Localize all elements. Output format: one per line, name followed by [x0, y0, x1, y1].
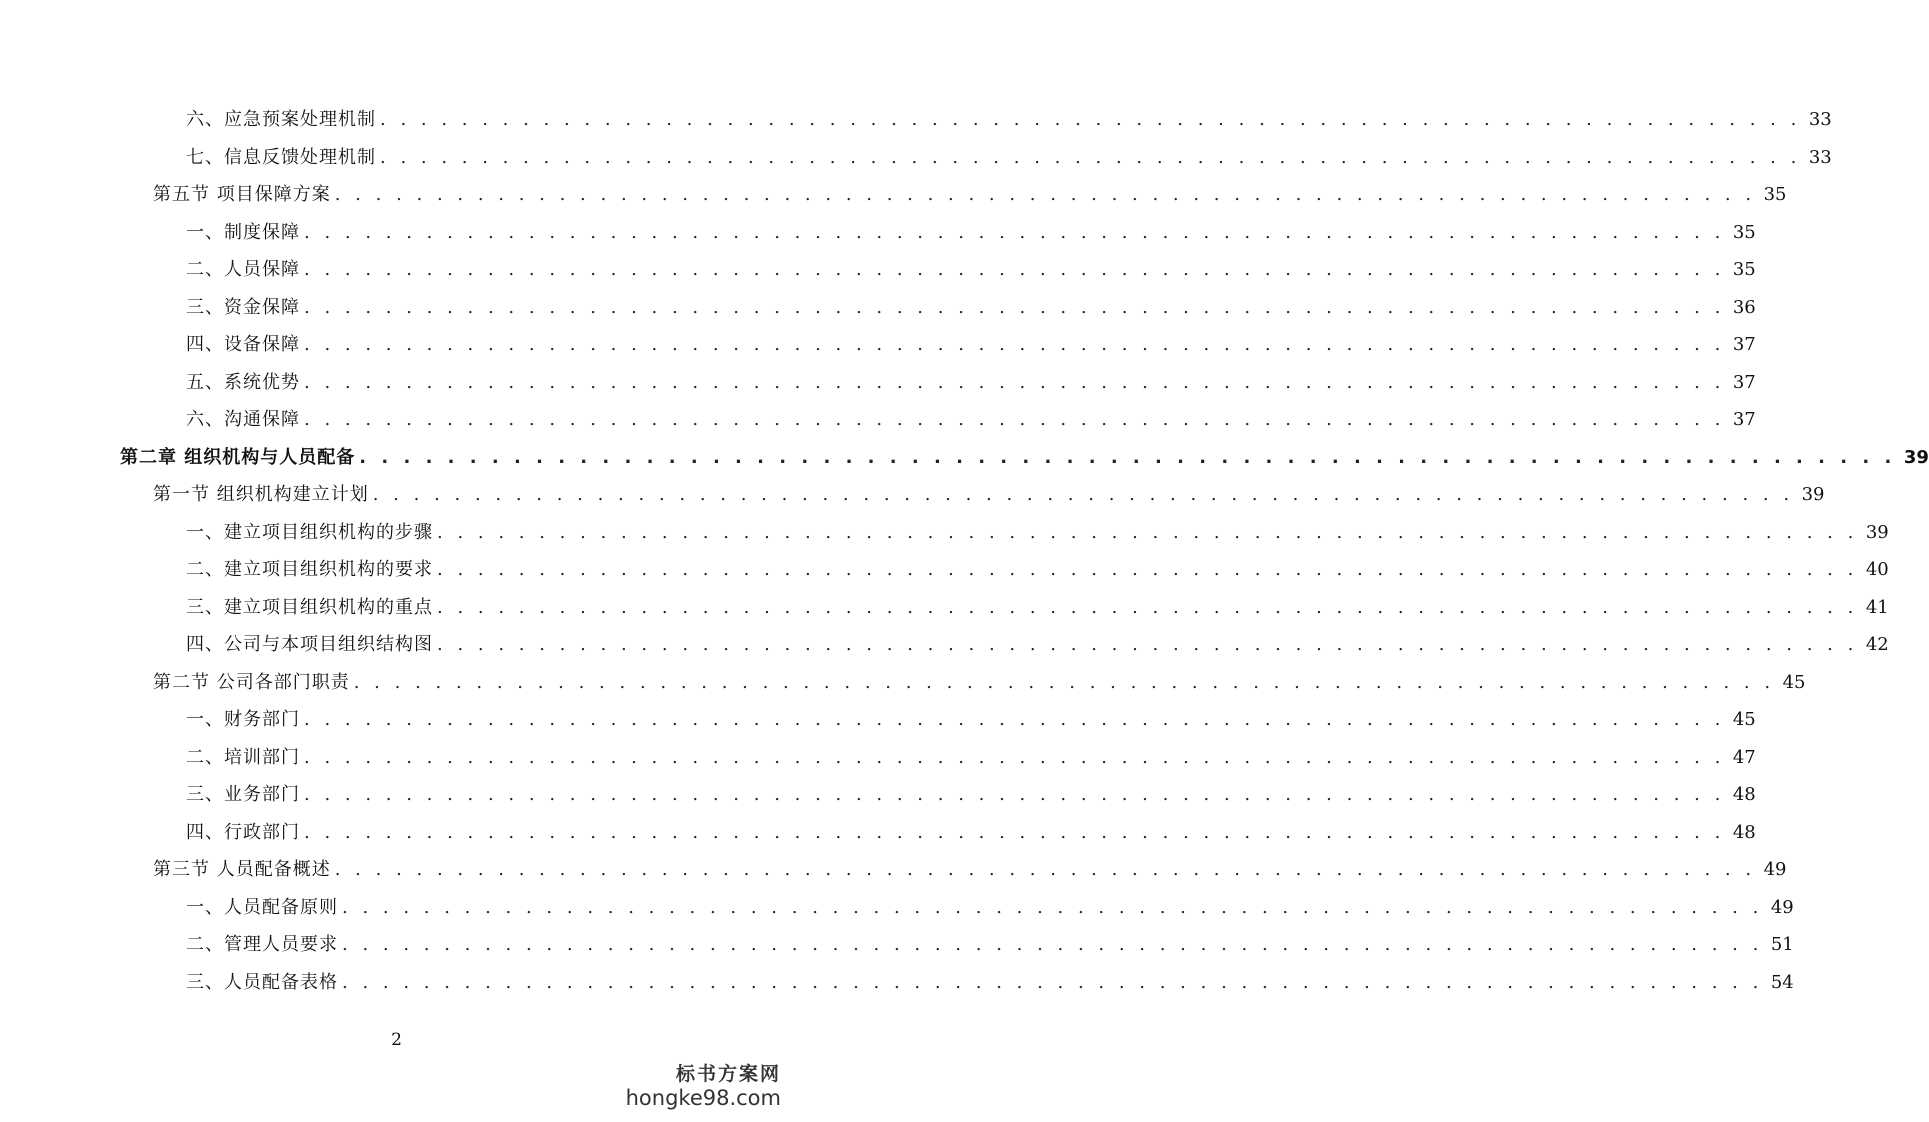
toc-entry-page: 35: [1763, 184, 1787, 205]
toc-entry-label: 六、沟通保障: [186, 409, 300, 430]
toc-entry-page: 48: [1732, 784, 1756, 805]
toc-entry: [120, 443, 1929, 473]
toc-entry-page: 40: [1865, 559, 1889, 580]
dot-leader: . . . . . . . . . . . . . . . . . . . . . . . . . . . . . . . . . . . . . . . . . . . . . . . . . . . . . . . . . . . . . . . . . . . . . .: [437, 521, 1858, 543]
dot-leader: . . . . . . . . . . . . . . . . . . . . . . . . . . . . . . . . . . . . . . . . . . . . . . . . . . . . . . . . . . . . . . . . . . . . . .: [342, 934, 1763, 955]
toc-entry-label: 第二章 组织机构与人员配备: [120, 446, 356, 468]
toc-entry-page: 37: [1732, 334, 1756, 355]
toc-entry-page: 41: [1865, 596, 1889, 618]
toc-entry-label: 一、财务部门: [186, 709, 300, 730]
toc-entry-page: 37: [1732, 371, 1756, 393]
toc-entry-page: 36: [1732, 296, 1756, 318]
dot-leader: . . . . . . . . . . . . . . . . . . . . . . . . . . . . . . . . . . . . . . . . . . . . . . . . . . . . . . . . . . . . . . . . . . . . . .: [304, 296, 1725, 318]
toc-entry-page: 51: [1770, 934, 1794, 955]
dot-leader: . . . . . . . . . . . . . . . . . . . . . . . . . . . . . . . . . . . . . . . . . . . . . . . . . . . . . . . . . . . . . . . . . . . . . .: [437, 634, 1858, 655]
toc-entry: [186, 593, 1889, 623]
dot-leader: . . . . . . . . . . . . . . . . . . . . . . . . . . . . . . . . . . . . . . . . . . . . . . . . . . . . . . . . . . . . . . . . . . . . . .: [437, 559, 1858, 580]
toc-entry-page: 49: [1763, 859, 1787, 880]
toc-entry-page: 54: [1770, 971, 1794, 993]
toc-entry-page: 48: [1732, 821, 1756, 843]
dot-leader: . . . . . . . . . . . . . . . . . . . . . . . . . . . . . . . . . . . . . . . . . . . . . . . . . . . . . . . . . . . . . . . . . . . . . .: [380, 146, 1801, 168]
toc-entry: [186, 293, 1756, 323]
dot-leader: . . . . . . . . . . . . . . . . . . . . . . . . . . . . . . . . . . . . . . . . . . . . . . . . . . . . . . . . . . . . . . . . . . . . . .: [359, 446, 1896, 468]
toc-entry-label: 三、人员配备表格: [186, 971, 338, 993]
toc-entry: [186, 143, 1832, 173]
watermark-name: 标书方案网: [675, 1063, 781, 1085]
toc-entry: [186, 705, 1756, 735]
toc-entry-page: 35: [1732, 221, 1756, 243]
toc-entry: [153, 480, 1825, 510]
toc-entry: [186, 893, 1794, 923]
toc-entry-page: 47: [1732, 746, 1756, 768]
dot-leader: . . . . . . . . . . . . . . . . . . . . . . . . . . . . . . . . . . . . . . . . . . . . . . . . . . . . . . . . . . . . . . . . . . . . . .: [372, 484, 1794, 505]
toc-entry-label: 四、设备保障: [186, 334, 300, 355]
toc-entry-page: 37: [1732, 409, 1756, 430]
toc-entry-label: 二、人员保障: [186, 259, 300, 280]
toc-entry: [153, 668, 1806, 698]
toc-entry-page: 39: [1865, 521, 1889, 543]
toc-entry: [186, 780, 1756, 810]
toc-entry-label: 第五节 项目保障方案: [153, 184, 331, 205]
toc-entry: [186, 818, 1756, 848]
toc-entry: [153, 855, 1787, 885]
toc-entry: [186, 330, 1756, 360]
toc-entry: [186, 555, 1889, 585]
toc-entry: [153, 180, 1787, 210]
toc-entry-page: 49: [1770, 896, 1794, 918]
toc-entry-label: 五、系统优势: [186, 371, 300, 393]
toc-entry-label: 七、信息反馈处理机制: [186, 146, 376, 168]
toc-entry-label: 一、制度保障: [186, 221, 300, 243]
dot-leader: . . . . . . . . . . . . . . . . . . . . . . . . . . . . . . . . . . . . . . . . . . . . . . . . . . . . . . . . . . . . . . . . . . . . . .: [304, 334, 1725, 355]
toc-entry-label: 第三节 人员配备概述: [153, 859, 331, 880]
dot-leader: . . . . . . . . . . . . . . . . . . . . . . . . . . . . . . . . . . . . . . . . . . . . . . . . . . . . . . . . . . . . . . . . . . . . . .: [342, 896, 1763, 918]
toc-entry-page: 39: [1903, 446, 1929, 468]
toc-entry-label: 三、业务部门: [186, 784, 300, 805]
toc-entry-label: 一、人员配备原则: [186, 896, 338, 918]
dot-leader: . . . . . . . . . . . . . . . . . . . . . . . . . . . . . . . . . . . . . . . . . . . . . . . . . . . . . . . . . . . . . . . . . . . . . .: [304, 259, 1725, 280]
toc-entry-page: 42: [1865, 634, 1889, 655]
toc-entry-label: 一、建立项目组织机构的步骤: [186, 521, 433, 543]
toc-entry-label: 第一节 组织机构建立计划: [153, 484, 369, 505]
toc-entry: [186, 630, 1889, 660]
toc-entry: [186, 368, 1756, 398]
toc-entry: [186, 743, 1756, 773]
toc-entry: [186, 968, 1794, 998]
watermark-url: hongke98.com: [625, 1086, 781, 1110]
toc-entry: [186, 405, 1756, 435]
page-number: 2: [391, 1030, 402, 1050]
toc-entry-label: 三、资金保障: [186, 296, 300, 318]
toc-entry-label: 四、公司与本项目组织结构图: [186, 634, 433, 655]
toc-entry-label: 六、应急预案处理机制: [186, 109, 376, 130]
dot-leader: . . . . . . . . . . . . . . . . . . . . . . . . . . . . . . . . . . . . . . . . . . . . . . . . . . . . . . . . . . . . . . . . . . . . . .: [304, 409, 1725, 430]
dot-leader: . . . . . . . . . . . . . . . . . . . . . . . . . . . . . . . . . . . . . . . . . . . . . . . . . . . . . . . . . . . . . . . . . . . . . .: [342, 971, 1763, 993]
toc-entry: [186, 930, 1794, 960]
toc-entry-label: 四、行政部门: [186, 821, 300, 843]
toc-entry: [186, 218, 1756, 248]
dot-leader: . . . . . . . . . . . . . . . . . . . . . . . . . . . . . . . . . . . . . . . . . . . . . . . . . . . . . . . . . . . . . . . . . . . . . .: [304, 221, 1725, 243]
dot-leader: . . . . . . . . . . . . . . . . . . . . . . . . . . . . . . . . . . . . . . . . . . . . . . . . . . . . . . . . . . . . . . . . . . . . . .: [334, 184, 1756, 205]
dot-leader: . . . . . . . . . . . . . . . . . . . . . . . . . . . . . . . . . . . . . . . . . . . . . . . . . . . . . . . . . . . . . . . . . . . . . .: [304, 821, 1725, 843]
toc-entry-page: 39: [1801, 484, 1825, 505]
dot-leader: . . . . . . . . . . . . . . . . . . . . . . . . . . . . . . . . . . . . . . . . . . . . . . . . . . . . . . . . . . . . . . . . . . . . . .: [304, 746, 1725, 768]
toc-entry-label: 二、管理人员要求: [186, 934, 338, 955]
dot-leader: . . . . . . . . . . . . . . . . . . . . . . . . . . . . . . . . . . . . . . . . . . . . . . . . . . . . . . . . . . . . . . . . . . . . . .: [380, 109, 1801, 130]
toc-entry-page: 45: [1732, 709, 1756, 730]
toc-entry-label: 第二节 公司各部门职责: [153, 671, 350, 693]
toc-entry-label: 二、培训部门: [186, 746, 300, 768]
dot-leader: . . . . . . . . . . . . . . . . . . . . . . . . . . . . . . . . . . . . . . . . . . . . . . . . . . . . . . . . . . . . . . . . . . . . . .: [304, 709, 1725, 730]
toc-entry-page: 35: [1732, 259, 1756, 280]
toc-entry-page: 45: [1782, 671, 1806, 693]
toc-entry-page: 33: [1808, 146, 1832, 168]
watermark-logo: [626, 1059, 781, 1110]
toc-entry: [186, 255, 1756, 285]
dot-leader: . . . . . . . . . . . . . . . . . . . . . . . . . . . . . . . . . . . . . . . . . . . . . . . . . . . . . . . . . . . . . . . . . . . . . .: [334, 859, 1756, 880]
dot-leader: . . . . . . . . . . . . . . . . . . . . . . . . . . . . . . . . . . . . . . . . . . . . . . . . . . . . . . . . . . . . . . . . . . . . . .: [304, 371, 1725, 393]
toc-entry: [186, 105, 1832, 135]
dot-leader: . . . . . . . . . . . . . . . . . . . . . . . . . . . . . . . . . . . . . . . . . . . . . . . . . . . . . . . . . . . . . . . . . . . . . .: [304, 784, 1725, 805]
toc-entry-label: 三、建立项目组织机构的重点: [186, 596, 433, 618]
toc-entry-page: 33: [1808, 109, 1832, 130]
toc-entry-label: 二、建立项目组织机构的要求: [186, 559, 433, 580]
dot-leader: . . . . . . . . . . . . . . . . . . . . . . . . . . . . . . . . . . . . . . . . . . . . . . . . . . . . . . . . . . . . . . . . . . . . . .: [437, 596, 1858, 618]
dot-leader: . . . . . . . . . . . . . . . . . . . . . . . . . . . . . . . . . . . . . . . . . . . . . . . . . . . . . . . . . . . . . . . . . . . . . .: [353, 671, 1775, 693]
toc-entry: [186, 518, 1889, 548]
